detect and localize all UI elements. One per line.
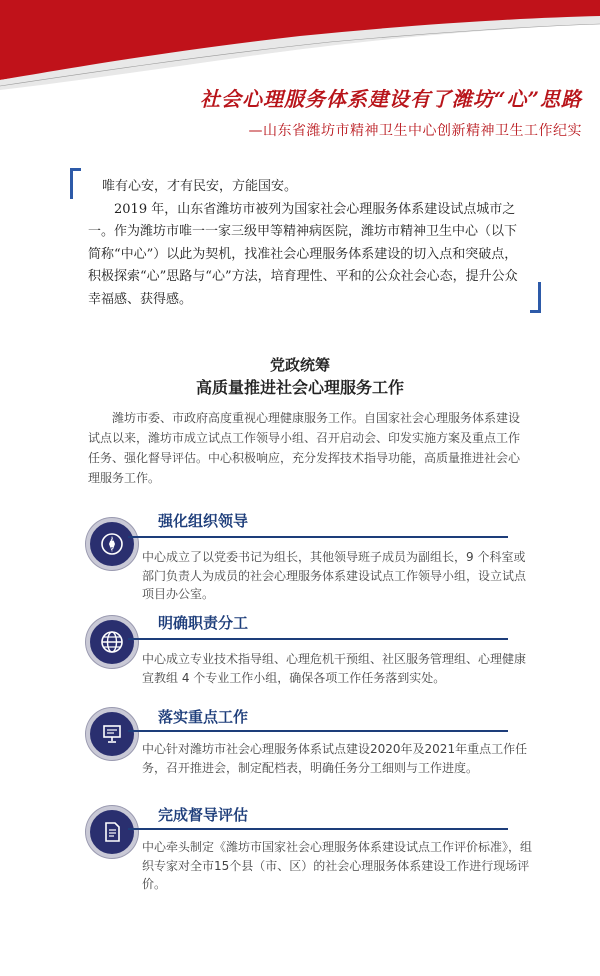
- red-ribbon-decoration: [0, 0, 600, 90]
- globe-icon: [86, 616, 138, 668]
- intro-quote: [88, 176, 528, 311]
- article-subtitle: —山东省潍坊市精神卫生中心创新精神卫生工作纪实: [248, 123, 582, 139]
- section-title-2: 高质量推进社会心理服务工作: [195, 378, 404, 397]
- item-text: 中心成立了以党委书记为组长，其他领导班子成员为副组长，9 个科室或部门负责人为成员的社会心理服务体系建设试点工作领导小组，设立试点项目办公室。: [142, 550, 527, 601]
- item-text: 中心成立专业技术指导组、心理危机干预组、社区服务管理组、心理健康宣教组 4 个专业工作小组，确保各项工作任务落到实处。: [142, 652, 527, 685]
- intro-paragraph-2: 2019 年，山东省潍坊市被列为国家社会心理服务体系建设试点城市之一。作为潍坊市唯一一家三级甲等精神病医院，潍坊市精神卫生中心（以下简称“中心”）以此为契机，找准社会心理服务体系建设的切入点和突破点，积极探索“心”思路与“心”方法，培育理性、平和的公众社会心态，提升公众幸福感、获得感。: [88, 201, 518, 307]
- svg-text:N: N: [110, 537, 114, 543]
- section-title-1: 党政统筹: [269, 356, 330, 374]
- item-heading: 完成督导评估: [158, 806, 249, 824]
- item-heading: 落实重点工作: [158, 708, 249, 726]
- item-heading: 明确职责分工: [158, 614, 249, 632]
- section-body: 潍坊市委、市政府高度重视心理健康服务工作。自国家社会心理服务体系建设试点以来，潍坊市成立试点工作领导小组、召开启动会、印发实施方案及重点工作任务、强化督导评估。中心积极响应，充分发挥技术指导功能，高质量推进社会心理服务工作。: [88, 411, 521, 485]
- item-divider: [128, 828, 508, 830]
- item-heading: 强化组织领导: [158, 512, 249, 530]
- compass-icon: [86, 518, 138, 570]
- article-title: 社会心理服务体系建设有了潍坊“心”思路: [199, 87, 582, 111]
- item-text: 中心牵头制定《潍坊市国家社会心理服务体系建设试点工作评价标准》，组织专家对全市15个县（市、区）的社会心理服务体系建设工作进行现场评价。: [142, 840, 533, 891]
- intro-paragraph-1: 唯有心安，才有民安，方能国安。: [102, 179, 298, 194]
- item-divider: [128, 536, 508, 538]
- quote-bracket-right: [530, 282, 541, 313]
- quote-bracket-left: [70, 168, 81, 199]
- document-icon: [86, 806, 138, 858]
- item-divider: [128, 638, 508, 640]
- presentation-icon: [86, 708, 138, 760]
- item-divider: [128, 730, 508, 732]
- item-text: 中心针对潍坊市社会心理服务体系试点建设2020年及2021年重点工作任务，召开推进会，制定配档表，明确任务分工细则与工作进度。: [142, 742, 528, 775]
- svg-text:S: S: [110, 547, 114, 553]
